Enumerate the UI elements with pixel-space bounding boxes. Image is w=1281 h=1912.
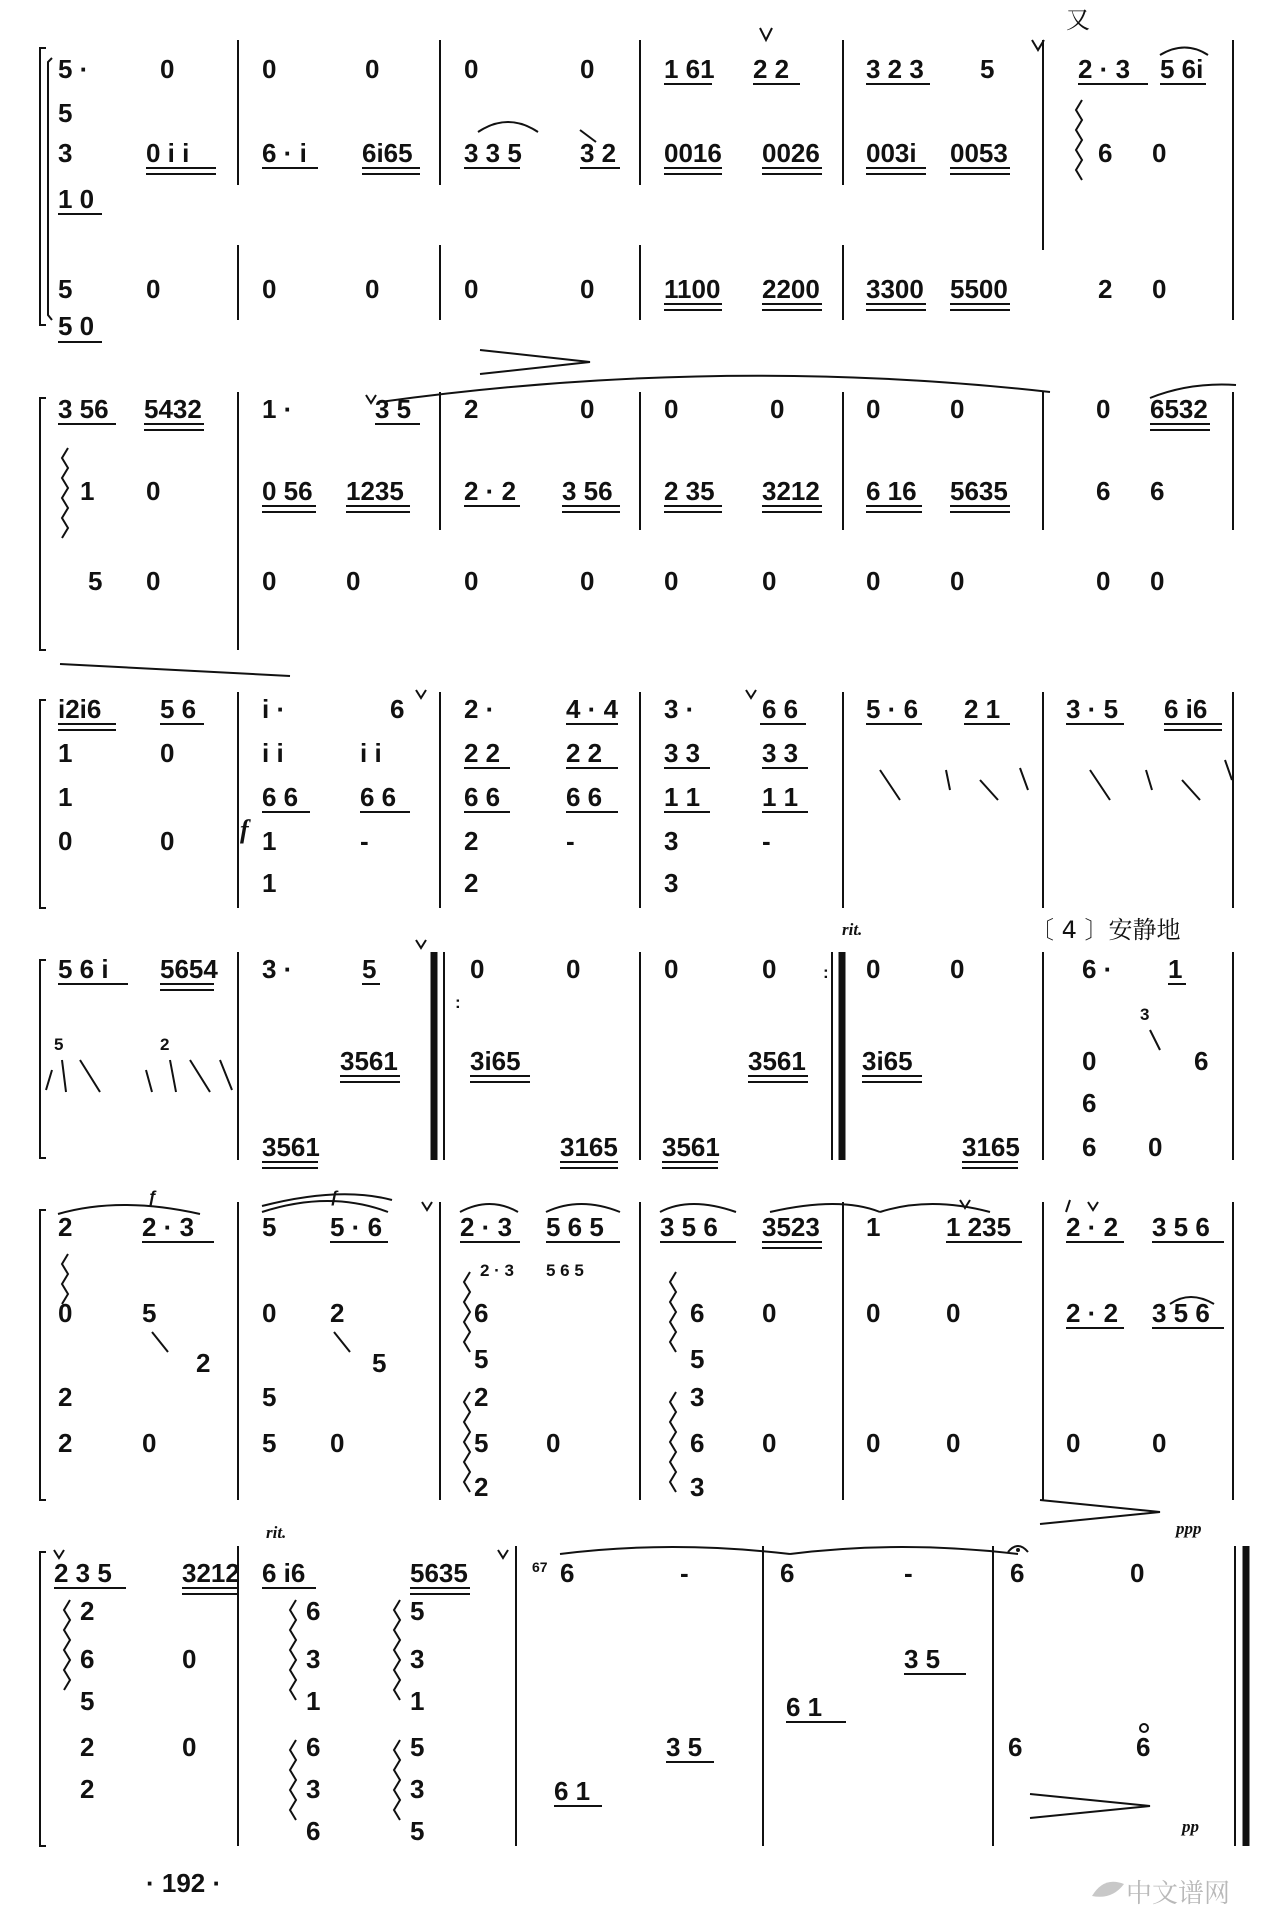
note: - xyxy=(904,1558,913,1588)
note: 6 · i xyxy=(262,138,307,168)
note: 2 35 xyxy=(664,476,715,506)
note: 6 6 xyxy=(762,694,799,724)
note: 5 · 6 xyxy=(866,694,919,724)
note: 0 xyxy=(866,954,881,984)
note: 3561 xyxy=(340,1046,398,1076)
note: 0 xyxy=(346,566,361,596)
note: 2 · 3 xyxy=(460,1212,513,1242)
note: 0 xyxy=(580,566,595,596)
note: 5 xyxy=(410,1732,425,1762)
note: 2 xyxy=(464,868,479,898)
note: 2 3 5 xyxy=(54,1558,112,1588)
note: 6 16 xyxy=(866,476,917,506)
rit-marking: rit. xyxy=(842,920,863,939)
note: 5 6i xyxy=(1160,54,1204,84)
note: 1 1 xyxy=(762,782,799,812)
note: 2 · 3 xyxy=(1078,54,1131,84)
note: 0 xyxy=(566,954,581,984)
note: 0 xyxy=(950,566,965,596)
note: 3 xyxy=(410,1774,425,1804)
note: - xyxy=(680,1558,689,1588)
watermark-text: 中文谱网 xyxy=(1126,1879,1231,1909)
note: 6 1 xyxy=(786,1692,823,1722)
note: 0 xyxy=(1148,1132,1163,1162)
note: 5 xyxy=(474,1428,489,1458)
note: 3212 xyxy=(762,476,820,506)
note: 3 2 3 xyxy=(866,54,924,84)
note: 0 xyxy=(262,566,277,596)
note: 2 xyxy=(464,394,479,424)
note: 5635 xyxy=(410,1558,468,1588)
note: 0 xyxy=(262,54,277,84)
note: 6 xyxy=(1082,1088,1097,1118)
note: 6 6 xyxy=(464,782,501,812)
note: 5 xyxy=(474,1344,489,1374)
note: 5 xyxy=(80,1686,95,1716)
note: 2 xyxy=(1098,274,1113,304)
note: 2 1 xyxy=(964,694,1001,724)
note: 3561 xyxy=(662,1132,720,1162)
note: 0 xyxy=(160,54,175,84)
note: 5 xyxy=(58,274,73,304)
note: 1 xyxy=(306,1686,321,1716)
note: 0 xyxy=(950,394,965,424)
note: 3i65 xyxy=(862,1046,913,1076)
note: 5 6 i xyxy=(58,954,109,984)
note: 3 3 xyxy=(664,738,701,768)
note: 1 0 xyxy=(58,184,95,214)
note: i i xyxy=(262,738,284,768)
note: 3 xyxy=(410,1644,425,1674)
note: 3 xyxy=(58,138,73,168)
note: 4 · 4 xyxy=(566,694,619,724)
note: 0 xyxy=(160,826,175,856)
note: 2 · 2 xyxy=(1066,1212,1119,1242)
note: 0 xyxy=(946,1428,961,1458)
note: 6 xyxy=(1082,1132,1097,1162)
note: 5 6 5 xyxy=(546,1261,584,1280)
note: 1 xyxy=(866,1212,881,1242)
note: 3300 xyxy=(866,274,924,304)
system-2 xyxy=(40,376,1236,676)
note: 0 xyxy=(950,954,965,984)
note: 0 xyxy=(1152,138,1167,168)
repeat-dots: : xyxy=(455,993,461,1012)
note: 5 6 xyxy=(160,694,197,724)
note: 0 xyxy=(464,274,479,304)
note: 6 xyxy=(780,1558,795,1588)
note: 2 xyxy=(196,1348,211,1378)
note: 67 xyxy=(532,1559,548,1575)
note: 0 xyxy=(664,954,679,984)
note: 2 2 xyxy=(464,738,501,768)
note: 0 xyxy=(1082,1046,1097,1076)
note: 0 xyxy=(946,1298,961,1328)
note: 5 xyxy=(142,1298,157,1328)
note: 6i65 xyxy=(362,138,413,168)
note: 2 xyxy=(58,1212,73,1242)
note: 6 xyxy=(80,1644,95,1674)
note: 0 xyxy=(146,566,161,596)
note: 2 xyxy=(58,1382,73,1412)
note: - xyxy=(762,826,771,856)
note: 3 5 xyxy=(375,394,412,424)
system-1 xyxy=(40,6,1233,374)
note: 5 xyxy=(410,1816,425,1846)
note: 3 5 6 xyxy=(1152,1212,1210,1242)
note: 0 xyxy=(866,1428,881,1458)
note: 5500 xyxy=(950,274,1008,304)
note: 0 xyxy=(580,274,595,304)
note: 0 56 xyxy=(262,476,313,506)
note: 5 xyxy=(690,1344,705,1374)
note: 1 xyxy=(262,868,277,898)
note: 2200 xyxy=(762,274,820,304)
note: 2 · xyxy=(464,694,495,724)
dynamic-pp: pp xyxy=(1182,1817,1199,1836)
note: 0 xyxy=(762,1428,777,1458)
note: 0 xyxy=(182,1732,197,1762)
note: 2 · 3 xyxy=(142,1212,195,1242)
note: - xyxy=(360,826,369,856)
note: 3 · xyxy=(664,694,695,724)
note: 0 xyxy=(1096,394,1111,424)
note: 0 xyxy=(580,54,595,84)
note: 0 xyxy=(866,566,881,596)
note: 3212 xyxy=(182,1558,240,1588)
note: 0016 xyxy=(664,138,722,168)
note: 0 xyxy=(464,54,479,84)
note: 5 0 xyxy=(58,311,95,341)
note: 3 xyxy=(306,1644,321,1674)
note: 1 1 xyxy=(664,782,701,812)
system-6 xyxy=(40,1546,1246,1909)
note: 0 xyxy=(365,54,380,84)
note: 0 xyxy=(58,826,73,856)
system-4 xyxy=(40,940,1233,1168)
note: ƒ xyxy=(330,1187,340,1206)
note: 2 xyxy=(80,1596,95,1626)
note: 5 xyxy=(410,1596,425,1626)
note: 3 xyxy=(664,826,679,856)
note: 2 xyxy=(58,1428,73,1458)
note: 3 3 xyxy=(762,738,799,768)
note: 3 · xyxy=(262,954,293,984)
note: 1 xyxy=(80,476,95,506)
note: 0 xyxy=(160,738,175,768)
note: 5635 xyxy=(950,476,1008,506)
note: 6 1 xyxy=(554,1776,591,1806)
note: 0 xyxy=(1096,566,1111,596)
note: 0 xyxy=(330,1428,345,1458)
note: 3165 xyxy=(560,1132,618,1162)
note: 0 xyxy=(464,566,479,596)
note: 0 xyxy=(1150,566,1165,596)
note: 0 xyxy=(365,274,380,304)
note: 6 xyxy=(1010,1558,1025,1588)
note: 6 xyxy=(1096,476,1111,506)
note: 5 · 6 xyxy=(330,1212,383,1242)
note: 0 xyxy=(1066,1428,1081,1458)
note: 1 xyxy=(262,826,277,856)
note: 2 xyxy=(474,1472,489,1502)
note: 2 xyxy=(464,826,479,856)
note: 6 xyxy=(306,1732,321,1762)
note: 3 xyxy=(306,1774,321,1804)
page-number: · 192 · xyxy=(146,1868,222,1898)
note: 3165 xyxy=(962,1132,1020,1162)
note: 0 xyxy=(762,566,777,596)
chinese-mark: 又 xyxy=(1066,6,1090,34)
note: 0 xyxy=(146,274,161,304)
note: 2 · 3 xyxy=(480,1261,515,1280)
note: 0 xyxy=(866,1298,881,1328)
watermark-logo-icon xyxy=(1092,1882,1124,1897)
note: 0 xyxy=(770,394,785,424)
note: 3 5 6 xyxy=(1152,1298,1210,1328)
note: 5 · xyxy=(58,54,89,84)
note: 5 xyxy=(372,1348,387,1378)
note: 6 xyxy=(390,694,405,724)
note: i i xyxy=(360,738,382,768)
note: 3 2 xyxy=(580,138,617,168)
note: 5 xyxy=(262,1428,277,1458)
note: 6 6 xyxy=(566,782,603,812)
note: 6532 xyxy=(1150,394,1208,424)
note: 0 xyxy=(1152,1428,1167,1458)
note: 0 xyxy=(142,1428,157,1458)
note: 6 xyxy=(690,1428,705,1458)
note: i · xyxy=(262,694,286,724)
note: 2 xyxy=(474,1382,489,1412)
note: 6 · xyxy=(1082,954,1113,984)
note: 6 xyxy=(474,1298,489,1328)
note: 2 xyxy=(330,1298,345,1328)
note: 5 xyxy=(980,54,995,84)
note: 003i xyxy=(866,138,917,168)
note: 5 6 5 xyxy=(546,1212,604,1242)
note: 5 xyxy=(58,98,73,128)
note: 3 5 xyxy=(666,1732,703,1762)
note: 3 xyxy=(664,868,679,898)
note: 3 3 5 xyxy=(464,138,522,168)
repeat-dots: : xyxy=(823,963,829,982)
note: 0 xyxy=(762,954,777,984)
note: 3 5 6 xyxy=(660,1212,718,1242)
note: 1 · xyxy=(262,394,293,424)
note: 0 xyxy=(1152,274,1167,304)
note: 6 xyxy=(1150,476,1165,506)
system-3 xyxy=(40,690,1233,944)
note: 0 xyxy=(262,1298,277,1328)
note: 6 xyxy=(690,1298,705,1328)
note: 3561 xyxy=(748,1046,806,1076)
note: 2 · 2 xyxy=(464,476,517,506)
note: 0026 xyxy=(762,138,820,168)
note: 3 56 xyxy=(58,394,109,424)
note: 5 xyxy=(262,1212,277,1242)
note: 5 xyxy=(54,1035,64,1054)
note: 2 xyxy=(80,1774,95,1804)
note: 6 xyxy=(1008,1732,1023,1762)
note: 6 6 xyxy=(360,782,397,812)
note: 3561 xyxy=(262,1132,320,1162)
note: 5 xyxy=(88,566,103,596)
note: 3 5 xyxy=(904,1644,941,1674)
note: 2 2 xyxy=(566,738,603,768)
note: 1 61 xyxy=(664,54,715,84)
rit-marking: rit. xyxy=(266,1523,287,1542)
note: 6 xyxy=(306,1596,321,1626)
note: 6 xyxy=(1194,1046,1209,1076)
system-5 xyxy=(40,1187,1233,1542)
note: 0 xyxy=(182,1644,197,1674)
note: 0 xyxy=(146,476,161,506)
note: 0 xyxy=(762,1298,777,1328)
note: 3i65 xyxy=(470,1046,521,1076)
note: 0 xyxy=(580,394,595,424)
note: 0 xyxy=(664,566,679,596)
note: 1 xyxy=(1168,954,1183,984)
note: 0 xyxy=(866,394,881,424)
note: 1 xyxy=(58,738,73,768)
note: ƒ xyxy=(148,1187,158,1206)
note: 0 xyxy=(470,954,485,984)
note: 5432 xyxy=(144,394,202,424)
note: 0 xyxy=(546,1428,561,1458)
dynamic-f: f xyxy=(240,815,249,844)
note: 3 · 5 xyxy=(1066,694,1119,724)
note: 0 xyxy=(664,394,679,424)
note: 0 xyxy=(58,1298,73,1328)
note: 6 6 xyxy=(262,782,299,812)
note: 0 xyxy=(1130,1558,1145,1588)
note: 1 xyxy=(410,1686,425,1716)
note: 0 xyxy=(262,274,277,304)
note: 5654 xyxy=(160,954,218,984)
note: 6 xyxy=(560,1558,575,1588)
note: 3 xyxy=(1140,1005,1150,1024)
note: 6 xyxy=(1136,1732,1151,1762)
note: 2 xyxy=(80,1732,95,1762)
note: 6 xyxy=(1098,138,1113,168)
note: 2 2 xyxy=(753,54,790,84)
note: 2 · 2 xyxy=(1066,1298,1119,1328)
note: 3 56 xyxy=(562,476,613,506)
note: 3 xyxy=(690,1472,705,1502)
note: 0053 xyxy=(950,138,1008,168)
note: 0 i i xyxy=(146,138,190,168)
note: 1235 xyxy=(346,476,404,506)
note: 1100 xyxy=(664,274,721,304)
section-marker: 〔 4 〕安静地 xyxy=(1030,916,1181,944)
note: 1 xyxy=(58,782,73,812)
note: 6 i6 xyxy=(1164,694,1208,724)
note: i2i6 xyxy=(58,694,102,724)
note: 2 xyxy=(160,1035,170,1054)
note: 3 xyxy=(690,1382,705,1412)
note: 6 xyxy=(306,1816,321,1846)
note: 5 xyxy=(362,954,377,984)
dynamic-ppp: ppp xyxy=(1176,1519,1202,1538)
note: 1 235 xyxy=(946,1212,1012,1242)
note: - xyxy=(566,826,575,856)
note: 6 i6 xyxy=(262,1558,306,1588)
note: 5 xyxy=(262,1382,277,1412)
note: 3523 xyxy=(762,1212,820,1242)
